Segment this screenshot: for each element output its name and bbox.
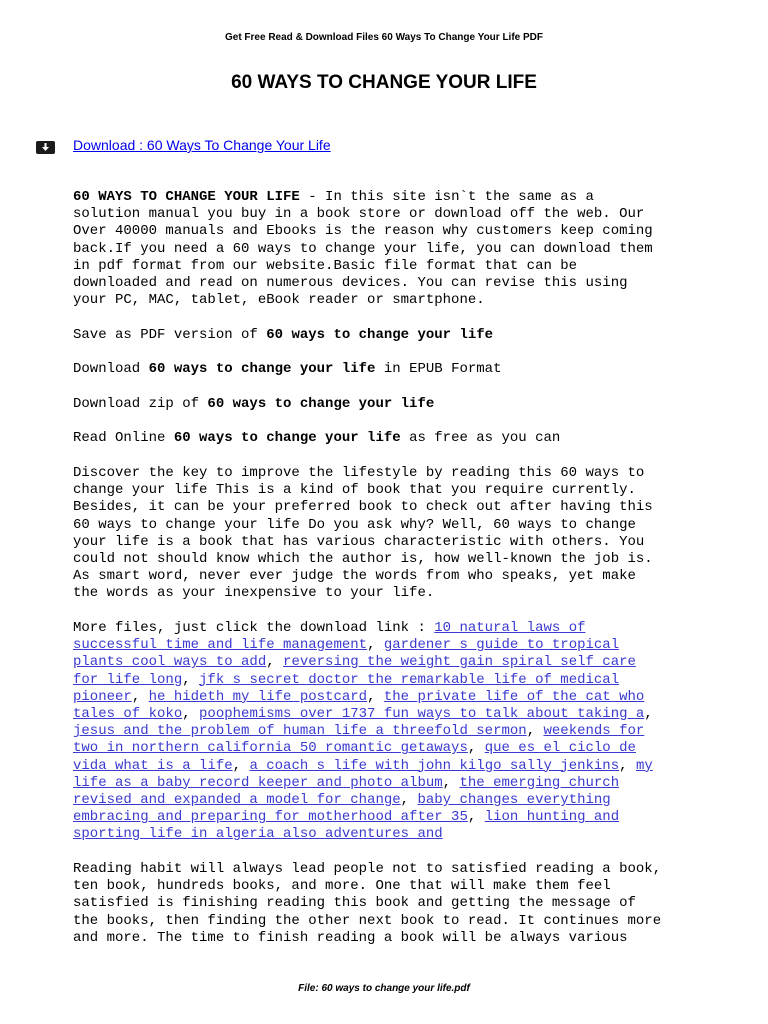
separator-text: , [442,774,460,791]
intro-paragraph [73,189,713,309]
separator-text: , [131,688,149,705]
file-link[interactable]: jesus and the problem of human life a threefold sermon [73,723,527,740]
separator-text: , [182,706,200,723]
file-link[interactable]: embracing and preparing for motherhood after 35 [73,809,468,826]
file-link[interactable]: gardener s guide to tropical [383,637,620,654]
intro-line: 60 WAYS TO CHANGE YOUR LIFE - In this site isn`t the same as a [73,189,594,205]
more-files-line [73,689,713,706]
more-files-line [73,723,713,740]
separator-text: , [182,671,200,688]
file-link[interactable]: the emerging church [459,774,620,791]
discover-line: the words as your inexpensive to your life. [73,585,435,602]
file-link[interactable]: the private life of the cat who [383,688,645,705]
page-footer: File: 60 ways to change your life.pdf [298,983,470,994]
separator-text: , [619,757,636,774]
more-files-line [73,775,713,792]
discover-line: 60 ways to change your life Do you ask why? Well, 60 ways to change [73,516,636,533]
separator-text: More files, just click the download link : [73,620,435,636]
file-link[interactable]: a coach s life with john kilgo sally jenkins [249,757,620,774]
discover-paragraph [73,465,713,603]
file-link[interactable]: sporting life in algeria also adventures and [73,826,443,843]
discover-line: As smart word, never ever judge the words from who speaks, yet make [73,568,636,585]
option-download-zip: Download zip of 60 ways to change your life [73,396,435,412]
reading-line: the books, then finding the other next book to read. It continues more [73,912,662,929]
file-link[interactable]: poophemisms over 1737 fun ways to talk about taking a [199,706,645,723]
discover-line: could not should know which the author is, how well-known the job is. [73,551,653,568]
intro-line: back.If you need a 60 ways to change your life, you can download them [73,240,653,257]
file-link[interactable]: que es el ciclo de [484,740,636,757]
separator-text: , [467,740,485,757]
reading-line: and more. The time to finish reading a book will be always various [73,929,628,946]
more-files-line [73,809,713,826]
discover-line: Discover the key to improve the lifestyle by reading this 60 ways to [73,465,645,481]
discover-line: change your life This is a kind of book that you require currently. [73,482,636,499]
file-link[interactable]: tales of koko [73,706,183,723]
file-link[interactable]: my [635,757,653,774]
download-icon[interactable] [36,141,55,154]
download-link[interactable]: Download : 60 Ways To Change Your Life [73,137,331,153]
option-save-pdf: Save as PDF version of 60 ways to change your life [73,327,494,343]
file-link[interactable]: lion hunting and [484,809,620,826]
more-files-line [73,740,713,757]
separator-text: , [400,792,418,809]
file-link[interactable]: he hideth my life postcard [148,688,368,705]
file-link[interactable]: baby changes everything [417,792,611,809]
separator-text: , [266,654,284,671]
reading-paragraph [73,861,713,947]
separator-text: , [467,809,485,826]
discover-line: Besides, it can be your preferred book to check out after having this [73,499,653,516]
separator-text: , [644,706,653,723]
file-link[interactable]: jfk s secret doctor the remarkable life of medical [199,671,620,688]
separator-text: , [232,757,250,774]
more-files-line [73,758,713,775]
more-files-line [73,792,713,809]
separator-text: , [367,688,384,705]
file-link[interactable]: 10 natural laws of [434,620,586,636]
discover-line: your life is a book that has various characteristic with others. You [73,533,645,550]
more-files-line [73,637,713,654]
file-link[interactable]: two in northern california 50 romantic getaways [73,740,468,757]
more-files-paragraph [73,620,713,844]
separator-text: , [526,723,544,740]
intro-bold-title: 60 WAYS TO CHANGE YOUR LIFE [73,189,300,205]
file-link[interactable]: pioneer [73,688,132,705]
file-link[interactable]: vida what is a life [73,757,233,774]
page-header: Get Free Read & Download Files 60 Ways To Change Your Life PDF [224,32,544,43]
option-download-epub: Download 60 ways to change your life in EPUB Format [73,361,502,377]
page-title: 60 WAYS TO CHANGE YOUR LIFE [231,72,537,93]
file-link[interactable]: revised and expanded a model for change [73,792,401,809]
more-files-line [73,826,713,843]
option-read-online: Read Online 60 ways to change your life as free as you can [73,430,561,446]
intro-line: solution manual you buy in a book store or download off the web. Our [73,206,645,223]
file-link[interactable]: plants cool ways to add [73,654,267,671]
more-files-line [73,672,713,689]
reading-line: satisfied is finishing reading this book and getting the message of [73,895,636,912]
intro-line: downloaded and read on numerous devices. You can revise this using [73,275,628,292]
more-files-line [73,654,713,671]
intro-line: your PC, MAC, tablet, eBook reader or smartphone. [73,292,485,309]
file-link[interactable]: weekends for [543,723,645,740]
file-link[interactable]: reversing the weight gain spiral self care [283,654,636,671]
more-files-line [73,620,713,637]
file-link[interactable]: life as a baby record keeper and photo album [73,774,443,791]
reading-line: ten book, hundreds books, and more. One that will make them feel [73,878,611,895]
file-link[interactable]: successful time and life management [73,637,368,654]
reading-line: Reading habit will always lead people not to satisfied reading a book, [73,861,662,877]
intro-line: in pdf format from our website.Basic file format that can be [73,257,578,274]
more-files-line [73,706,713,723]
separator-text: , [367,637,384,654]
file-link[interactable]: for life long [73,671,183,688]
intro-line: Over 40000 manuals and Ebooks is the reason why customers keep coming [73,223,653,240]
